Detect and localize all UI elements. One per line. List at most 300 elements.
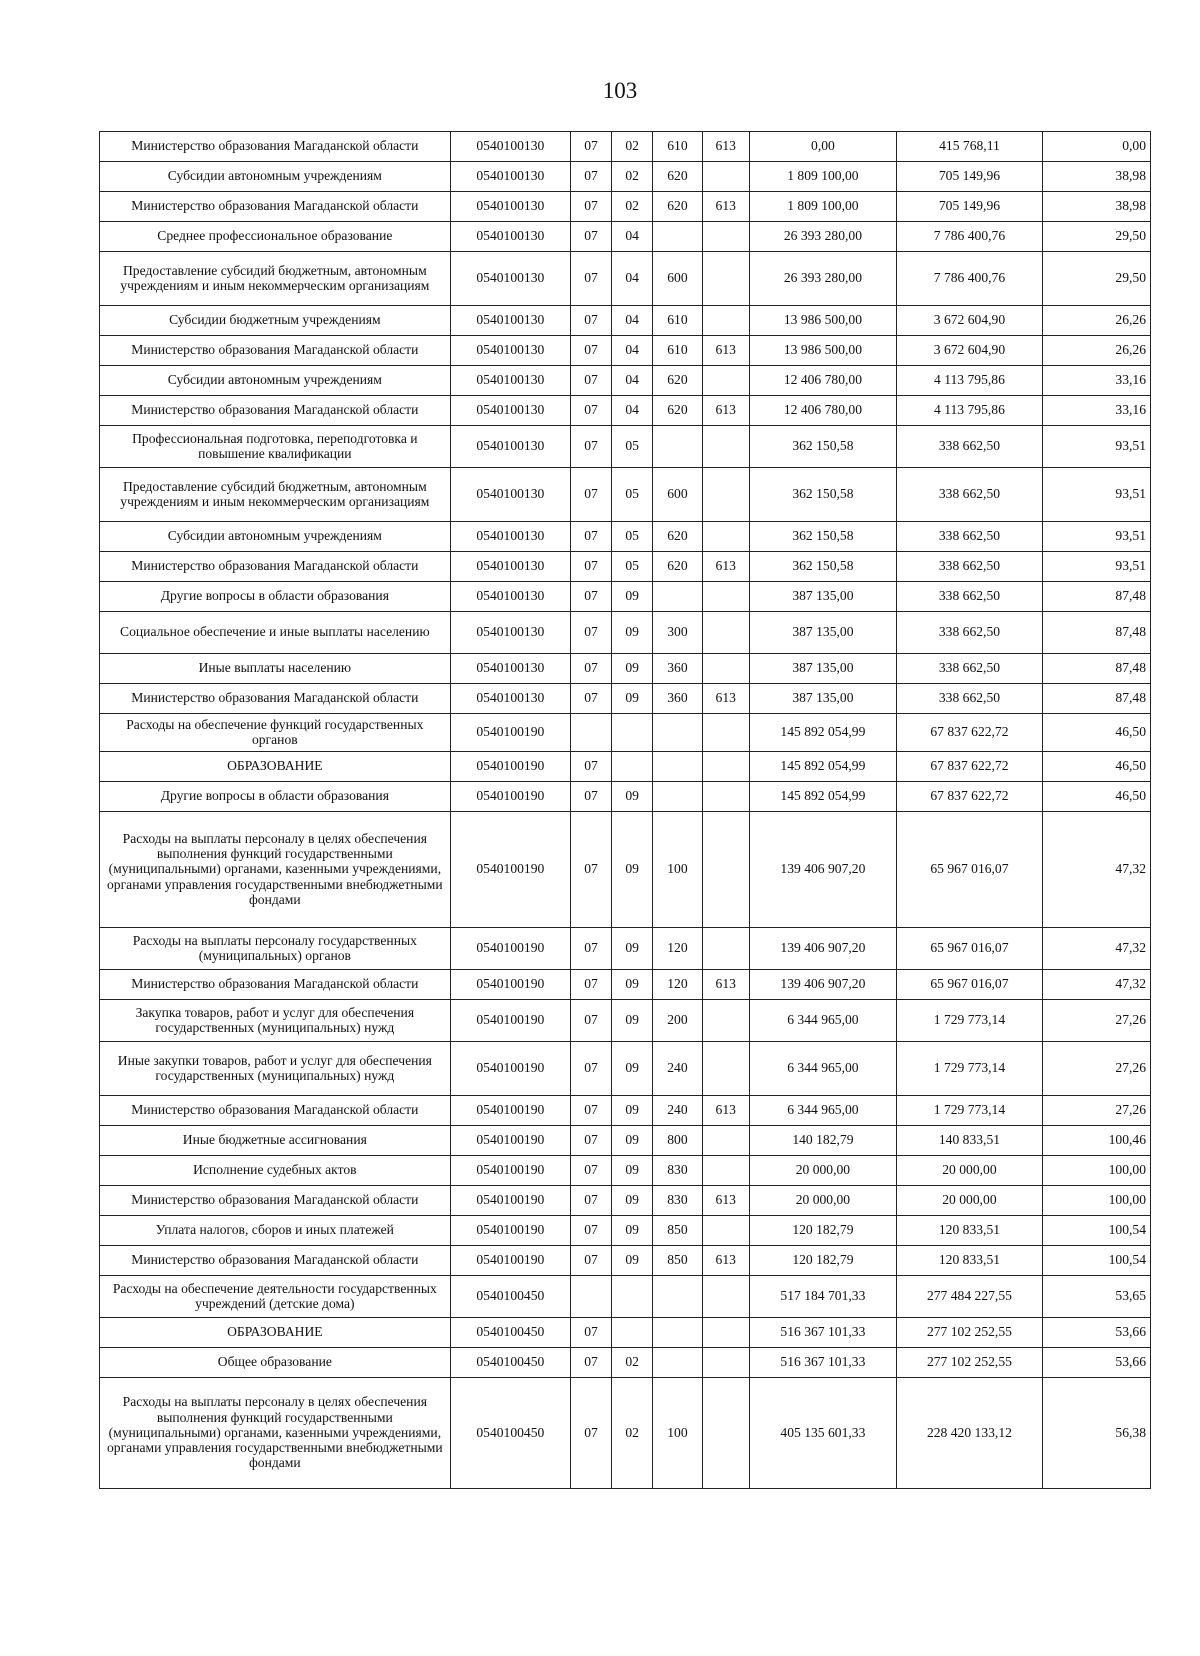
csr-code: 0540100130 — [450, 468, 570, 522]
kosgu-code — [702, 782, 749, 812]
execution-percent: 87,48 — [1042, 612, 1150, 654]
table-row — [100, 612, 1151, 654]
row-name: Министерство образования Магаданской области — [100, 552, 451, 582]
plan-amount: 1 809 100,00 — [749, 192, 896, 222]
plan-amount: 120 182,79 — [749, 1246, 896, 1276]
section-code: 07 — [570, 1378, 611, 1489]
section-code: 07 — [570, 468, 611, 522]
kosgu-code: 613 — [702, 1246, 749, 1276]
row-name: Министерство образования Магаданской области — [100, 132, 451, 162]
expense-type-code: 610 — [653, 306, 702, 336]
plan-amount: 405 135 601,33 — [749, 1378, 896, 1489]
expense-type-code: 800 — [653, 1126, 702, 1156]
csr-code: 0540100130 — [450, 222, 570, 252]
plan-amount: 6 344 965,00 — [749, 1000, 896, 1042]
expense-type-code: 610 — [653, 132, 702, 162]
expense-type-code: 620 — [653, 552, 702, 582]
actual-amount: 338 662,50 — [896, 552, 1042, 582]
csr-code: 0540100190 — [450, 1216, 570, 1246]
actual-amount: 20 000,00 — [896, 1186, 1042, 1216]
execution-percent: 47,32 — [1042, 812, 1150, 928]
csr-code: 0540100130 — [450, 252, 570, 306]
row-name: Общее образование — [100, 1348, 451, 1378]
expense-type-code: 610 — [653, 336, 702, 366]
row-name: Иные бюджетные ассигнования — [100, 1126, 451, 1156]
actual-amount: 338 662,50 — [896, 612, 1042, 654]
table-row — [100, 252, 1151, 306]
subsection-code: 02 — [612, 162, 653, 192]
csr-code: 0540100130 — [450, 396, 570, 426]
row-name: Профессиональная подготовка, переподготовка и повышение квалификации — [100, 426, 451, 468]
csr-code: 0540100130 — [450, 336, 570, 366]
table-row — [100, 366, 1151, 396]
kosgu-code — [702, 714, 749, 752]
plan-amount: 387 135,00 — [749, 684, 896, 714]
kosgu-code — [702, 222, 749, 252]
expense-type-code: 620 — [653, 396, 702, 426]
plan-amount: 362 150,58 — [749, 552, 896, 582]
row-name: Министерство образования Магаданской области — [100, 970, 451, 1000]
execution-percent: 27,26 — [1042, 1000, 1150, 1042]
plan-amount: 1 809 100,00 — [749, 162, 896, 192]
csr-code: 0540100190 — [450, 1096, 570, 1126]
plan-amount: 387 135,00 — [749, 612, 896, 654]
kosgu-code — [702, 1378, 749, 1489]
execution-percent: 46,50 — [1042, 714, 1150, 752]
section-code: 07 — [570, 396, 611, 426]
table-row — [100, 306, 1151, 336]
expense-type-code: 120 — [653, 970, 702, 1000]
execution-percent: 33,16 — [1042, 396, 1150, 426]
subsection-code: 05 — [612, 552, 653, 582]
expense-type-code: 100 — [653, 1378, 702, 1489]
kosgu-code — [702, 654, 749, 684]
subsection-code: 09 — [612, 1096, 653, 1126]
actual-amount: 4 113 795,86 — [896, 396, 1042, 426]
table-row — [100, 1378, 1151, 1489]
section-code: 07 — [570, 1216, 611, 1246]
plan-amount: 362 150,58 — [749, 426, 896, 468]
execution-percent: 93,51 — [1042, 552, 1150, 582]
subsection-code: 09 — [612, 1126, 653, 1156]
actual-amount: 120 833,51 — [896, 1246, 1042, 1276]
csr-code: 0540100130 — [450, 552, 570, 582]
expense-type-code — [653, 582, 702, 612]
actual-amount: 338 662,50 — [896, 468, 1042, 522]
actual-amount: 67 837 622,72 — [896, 752, 1042, 782]
actual-amount: 705 149,96 — [896, 162, 1042, 192]
subsection-code: 04 — [612, 336, 653, 366]
table-row — [100, 132, 1151, 162]
subsection-code: 09 — [612, 1042, 653, 1096]
kosgu-code: 613 — [702, 552, 749, 582]
expense-type-code: 360 — [653, 654, 702, 684]
actual-amount: 277 102 252,55 — [896, 1318, 1042, 1348]
plan-amount: 0,00 — [749, 132, 896, 162]
expense-type-code: 600 — [653, 468, 702, 522]
table-row — [100, 654, 1151, 684]
subsection-code: 02 — [612, 192, 653, 222]
table-row — [100, 1276, 1151, 1318]
subsection-code: 09 — [612, 970, 653, 1000]
plan-amount: 139 406 907,20 — [749, 970, 896, 1000]
section-code: 07 — [570, 970, 611, 1000]
execution-percent: 100,54 — [1042, 1216, 1150, 1246]
row-name: ОБРАЗОВАНИЕ — [100, 752, 451, 782]
expense-type-code: 850 — [653, 1216, 702, 1246]
expense-type-code — [653, 1276, 702, 1318]
subsection-code: 02 — [612, 132, 653, 162]
csr-code: 0540100190 — [450, 1042, 570, 1096]
actual-amount: 65 967 016,07 — [896, 812, 1042, 928]
row-name: Расходы на обеспечение функций государственных органов — [100, 714, 451, 752]
budget-table — [99, 131, 1151, 1489]
csr-code: 0540100190 — [450, 1186, 570, 1216]
section-code: 07 — [570, 192, 611, 222]
expense-type-code: 200 — [653, 1000, 702, 1042]
expense-type-code: 620 — [653, 192, 702, 222]
page-number: 103 — [602, 78, 638, 103]
expense-type-code: 830 — [653, 1156, 702, 1186]
subsection-code: 09 — [612, 612, 653, 654]
table-row — [100, 1096, 1151, 1126]
section-code: 07 — [570, 162, 611, 192]
row-name: Исполнение судебных актов — [100, 1156, 451, 1186]
row-name: Министерство образования Магаданской области — [100, 684, 451, 714]
section-code: 07 — [570, 752, 611, 782]
subsection-code: 09 — [612, 684, 653, 714]
actual-amount: 277 102 252,55 — [896, 1348, 1042, 1378]
plan-amount: 20 000,00 — [749, 1186, 896, 1216]
csr-code: 0540100450 — [450, 1348, 570, 1378]
section-code: 07 — [570, 336, 611, 366]
row-name: Министерство образования Магаданской области — [100, 336, 451, 366]
row-name: Субсидии автономным учреждениям — [100, 366, 451, 396]
execution-percent: 29,50 — [1042, 222, 1150, 252]
section-code: 07 — [570, 928, 611, 970]
table-row — [100, 928, 1151, 970]
section-code: 07 — [570, 306, 611, 336]
subsection-code: 09 — [612, 1000, 653, 1042]
row-name: Расходы на выплаты персоналу государственных (муниципальных) органов — [100, 928, 451, 970]
plan-amount: 12 406 780,00 — [749, 396, 896, 426]
actual-amount: 120 833,51 — [896, 1216, 1042, 1246]
csr-code: 0540100130 — [450, 426, 570, 468]
row-name: Расходы на выплаты персоналу в целях обеспечения выполнения функций государственными (муниципальными) органами, казенными учреждениями, органами управления государственными внебюджетными фондами — [100, 1378, 451, 1489]
row-name: Министерство образования Магаданской области — [100, 192, 451, 222]
plan-amount: 145 892 054,99 — [749, 752, 896, 782]
execution-percent: 29,50 — [1042, 252, 1150, 306]
kosgu-code — [702, 1126, 749, 1156]
execution-percent: 46,50 — [1042, 752, 1150, 782]
kosgu-code: 613 — [702, 396, 749, 426]
actual-amount: 7 786 400,76 — [896, 252, 1042, 306]
execution-percent: 26,26 — [1042, 306, 1150, 336]
execution-percent: 93,51 — [1042, 426, 1150, 468]
execution-percent: 100,54 — [1042, 1246, 1150, 1276]
kosgu-code — [702, 1000, 749, 1042]
csr-code: 0540100190 — [450, 812, 570, 928]
row-name: Закупка товаров, работ и услуг для обеспечения государственных (муниципальных) нужд — [100, 1000, 451, 1042]
table-row — [100, 1126, 1151, 1156]
expense-type-code — [653, 426, 702, 468]
kosgu-code — [702, 252, 749, 306]
kosgu-code — [702, 366, 749, 396]
execution-percent: 47,32 — [1042, 970, 1150, 1000]
actual-amount: 277 484 227,55 — [896, 1276, 1042, 1318]
row-name: Уплата налогов, сборов и иных платежей — [100, 1216, 451, 1246]
plan-amount: 120 182,79 — [749, 1216, 896, 1246]
section-code: 07 — [570, 1156, 611, 1186]
row-name: Министерство образования Магаданской области — [100, 1246, 451, 1276]
actual-amount: 3 672 604,90 — [896, 336, 1042, 366]
execution-percent: 27,26 — [1042, 1096, 1150, 1126]
csr-code: 0540100190 — [450, 1126, 570, 1156]
subsection-code: 09 — [612, 1246, 653, 1276]
table-row — [100, 1246, 1151, 1276]
row-name: Министерство образования Магаданской области — [100, 1096, 451, 1126]
actual-amount: 338 662,50 — [896, 426, 1042, 468]
actual-amount: 705 149,96 — [896, 192, 1042, 222]
kosgu-code — [702, 162, 749, 192]
kosgu-code: 613 — [702, 1096, 749, 1126]
actual-amount: 140 833,51 — [896, 1126, 1042, 1156]
expense-type-code — [653, 222, 702, 252]
kosgu-code: 613 — [702, 970, 749, 1000]
actual-amount: 1 729 773,14 — [896, 1096, 1042, 1126]
plan-amount: 26 393 280,00 — [749, 222, 896, 252]
kosgu-code: 613 — [702, 684, 749, 714]
execution-percent: 0,00 — [1042, 132, 1150, 162]
actual-amount: 20 000,00 — [896, 1156, 1042, 1186]
csr-code: 0540100130 — [450, 306, 570, 336]
subsection-code: 09 — [612, 1186, 653, 1216]
actual-amount: 338 662,50 — [896, 522, 1042, 552]
execution-percent: 26,26 — [1042, 336, 1150, 366]
execution-percent: 87,48 — [1042, 654, 1150, 684]
csr-code: 0540100190 — [450, 752, 570, 782]
actual-amount: 65 967 016,07 — [896, 970, 1042, 1000]
csr-code: 0540100450 — [450, 1378, 570, 1489]
table-row — [100, 812, 1151, 928]
plan-amount: 6 344 965,00 — [749, 1096, 896, 1126]
subsection-code: 09 — [612, 812, 653, 928]
execution-percent: 100,46 — [1042, 1126, 1150, 1156]
kosgu-code — [702, 1156, 749, 1186]
csr-code: 0540100190 — [450, 1156, 570, 1186]
table-row — [100, 782, 1151, 812]
table-row — [100, 1156, 1151, 1186]
table-row — [100, 1216, 1151, 1246]
section-code: 07 — [570, 552, 611, 582]
table-row — [100, 1042, 1151, 1096]
table-row — [100, 222, 1151, 252]
plan-amount: 145 892 054,99 — [749, 714, 896, 752]
expense-type-code: 620 — [653, 162, 702, 192]
actual-amount: 4 113 795,86 — [896, 366, 1042, 396]
actual-amount: 338 662,50 — [896, 582, 1042, 612]
section-code — [570, 1276, 611, 1318]
kosgu-code — [702, 612, 749, 654]
kosgu-code — [702, 928, 749, 970]
plan-amount: 26 393 280,00 — [749, 252, 896, 306]
kosgu-code: 613 — [702, 132, 749, 162]
expense-type-code: 620 — [653, 366, 702, 396]
table-row — [100, 1318, 1151, 1348]
section-code: 07 — [570, 1096, 611, 1126]
section-code: 07 — [570, 1000, 611, 1042]
row-name: ОБРАЗОВАНИЕ — [100, 1318, 451, 1348]
section-code: 07 — [570, 1348, 611, 1378]
plan-amount: 20 000,00 — [749, 1156, 896, 1186]
row-name: Иные закупки товаров, работ и услуг для обеспечения государственных (муниципальных) нужд — [100, 1042, 451, 1096]
subsection-code: 02 — [612, 1348, 653, 1378]
plan-amount: 12 406 780,00 — [749, 366, 896, 396]
row-name: Другие вопросы в области образования — [100, 782, 451, 812]
table-row — [100, 1186, 1151, 1216]
actual-amount: 1 729 773,14 — [896, 1042, 1042, 1096]
row-name: Предоставление субсидий бюджетным, автономным учреждениям и иным некоммерческим организациям — [100, 252, 451, 306]
execution-percent: 33,16 — [1042, 366, 1150, 396]
plan-amount: 140 182,79 — [749, 1126, 896, 1156]
expense-type-code: 100 — [653, 812, 702, 928]
csr-code: 0540100130 — [450, 522, 570, 552]
kosgu-code — [702, 1042, 749, 1096]
execution-percent: 46,50 — [1042, 782, 1150, 812]
actual-amount: 7 786 400,76 — [896, 222, 1042, 252]
kosgu-code — [702, 1348, 749, 1378]
section-code: 07 — [570, 132, 611, 162]
table-row — [100, 336, 1151, 366]
section-code: 07 — [570, 222, 611, 252]
plan-amount: 387 135,00 — [749, 582, 896, 612]
row-name: Субсидии автономным учреждениям — [100, 522, 451, 552]
row-name: Министерство образования Магаданской области — [100, 396, 451, 426]
expense-type-code: 360 — [653, 684, 702, 714]
subsection-code: 05 — [612, 522, 653, 552]
csr-code: 0540100130 — [450, 132, 570, 162]
subsection-code: 09 — [612, 582, 653, 612]
table-row — [100, 970, 1151, 1000]
section-code: 07 — [570, 1042, 611, 1096]
expense-type-code — [653, 714, 702, 752]
subsection-code — [612, 1318, 653, 1348]
table-row — [100, 582, 1151, 612]
subsection-code — [612, 1276, 653, 1318]
table-row — [100, 752, 1151, 782]
actual-amount: 338 662,50 — [896, 684, 1042, 714]
kosgu-code — [702, 306, 749, 336]
expense-type-code — [653, 782, 702, 812]
kosgu-code — [702, 1318, 749, 1348]
csr-code: 0540100190 — [450, 714, 570, 752]
execution-percent: 47,32 — [1042, 928, 1150, 970]
row-name: Социальное обеспечение и иные выплаты населению — [100, 612, 451, 654]
execution-percent: 87,48 — [1042, 582, 1150, 612]
subsection-code: 09 — [612, 1216, 653, 1246]
section-code: 07 — [570, 782, 611, 812]
csr-code: 0540100130 — [450, 654, 570, 684]
expense-type-code — [653, 1348, 702, 1378]
subsection-code: 05 — [612, 468, 653, 522]
actual-amount: 67 837 622,72 — [896, 782, 1042, 812]
kosgu-code: 613 — [702, 1186, 749, 1216]
csr-code: 0540100190 — [450, 1246, 570, 1276]
subsection-code: 05 — [612, 426, 653, 468]
expense-type-code: 850 — [653, 1246, 702, 1276]
kosgu-code — [702, 582, 749, 612]
section-code: 07 — [570, 654, 611, 684]
kosgu-code: 613 — [702, 192, 749, 222]
execution-percent: 53,65 — [1042, 1276, 1150, 1318]
kosgu-code — [702, 1216, 749, 1246]
csr-code: 0540100190 — [450, 782, 570, 812]
expense-type-code: 620 — [653, 522, 702, 552]
section-code: 07 — [570, 684, 611, 714]
table-row — [100, 552, 1151, 582]
plan-amount: 13 986 500,00 — [749, 306, 896, 336]
table-row — [100, 714, 1151, 752]
row-name: Субсидии бюджетным учреждениям — [100, 306, 451, 336]
expense-type-code: 240 — [653, 1096, 702, 1126]
table-row — [100, 468, 1151, 522]
section-code: 07 — [570, 1318, 611, 1348]
execution-percent: 27,26 — [1042, 1042, 1150, 1096]
csr-code: 0540100130 — [450, 162, 570, 192]
table-row — [100, 684, 1151, 714]
kosgu-code — [702, 468, 749, 522]
actual-amount: 1 729 773,14 — [896, 1000, 1042, 1042]
plan-amount: 139 406 907,20 — [749, 812, 896, 928]
section-code: 07 — [570, 252, 611, 306]
subsection-code: 04 — [612, 396, 653, 426]
kosgu-code — [702, 752, 749, 782]
plan-amount: 387 135,00 — [749, 654, 896, 684]
row-name: Расходы на выплаты персоналу в целях обеспечения выполнения функций государственными (муниципальными) органами, казенными учреждениями, органами управления государственными внебюджетными фондами — [100, 812, 451, 928]
plan-amount: 145 892 054,99 — [749, 782, 896, 812]
section-code: 07 — [570, 612, 611, 654]
plan-amount: 139 406 907,20 — [749, 928, 896, 970]
section-code: 07 — [570, 522, 611, 552]
subsection-code: 04 — [612, 306, 653, 336]
row-name: Иные выплаты населению — [100, 654, 451, 684]
subsection-code — [612, 752, 653, 782]
csr-code: 0540100130 — [450, 612, 570, 654]
table-row — [100, 1000, 1151, 1042]
csr-code: 0540100130 — [450, 192, 570, 222]
table-row — [100, 426, 1151, 468]
expense-type-code — [653, 752, 702, 782]
execution-percent: 38,98 — [1042, 162, 1150, 192]
expense-type-code: 830 — [653, 1186, 702, 1216]
kosgu-code — [702, 812, 749, 928]
row-name: Расходы на обеспечение деятельности государственных учреждений (детские дома) — [100, 1276, 451, 1318]
kosgu-code: 613 — [702, 336, 749, 366]
subsection-code: 09 — [612, 1156, 653, 1186]
actual-amount: 3 672 604,90 — [896, 306, 1042, 336]
execution-percent: 53,66 — [1042, 1348, 1150, 1378]
section-code: 07 — [570, 1186, 611, 1216]
row-name: Министерство образования Магаданской области — [100, 1186, 451, 1216]
section-code: 07 — [570, 812, 611, 928]
subsection-code: 02 — [612, 1378, 653, 1489]
table-row — [100, 1348, 1151, 1378]
subsection-code: 04 — [612, 222, 653, 252]
subsection-code: 09 — [612, 654, 653, 684]
execution-percent: 38,98 — [1042, 192, 1150, 222]
section-code: 07 — [570, 582, 611, 612]
execution-percent: 87,48 — [1042, 684, 1150, 714]
